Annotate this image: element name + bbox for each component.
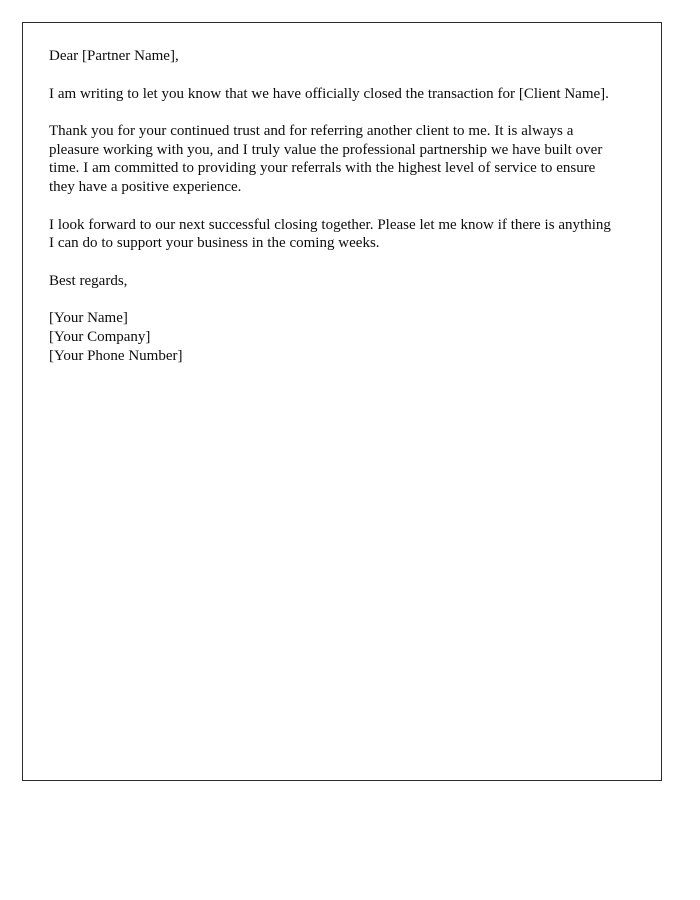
paragraph-thank-you: Thank you for your continued trust and for referring another client to me. It is always a pleasure working with you, and I truly value the professional partnership we have built over time. I am committed to providing your referrals with the highest level of service to ensure they have a positive experience. [49,123,603,195]
signature-name: [Your Name] [49,310,128,327]
letter-page [22,22,662,781]
signature-block [49,309,619,365]
signature-phone: [Your Phone Number] [49,347,183,364]
salutation: Dear [Partner Name], [49,48,179,64]
letter-content [49,47,619,365]
paragraph-look-forward: I look forward to our next successful closing together. Please let me know if there is anything I can do to support your business in the coming weeks. [49,216,611,252]
closing-salutation: Best regards, [49,272,128,289]
signature-company: [Your Company] [49,328,151,345]
paragraph-transaction-closed: I am writing to let you know that we have officially closed the transaction for [Client Name]. [49,85,609,102]
